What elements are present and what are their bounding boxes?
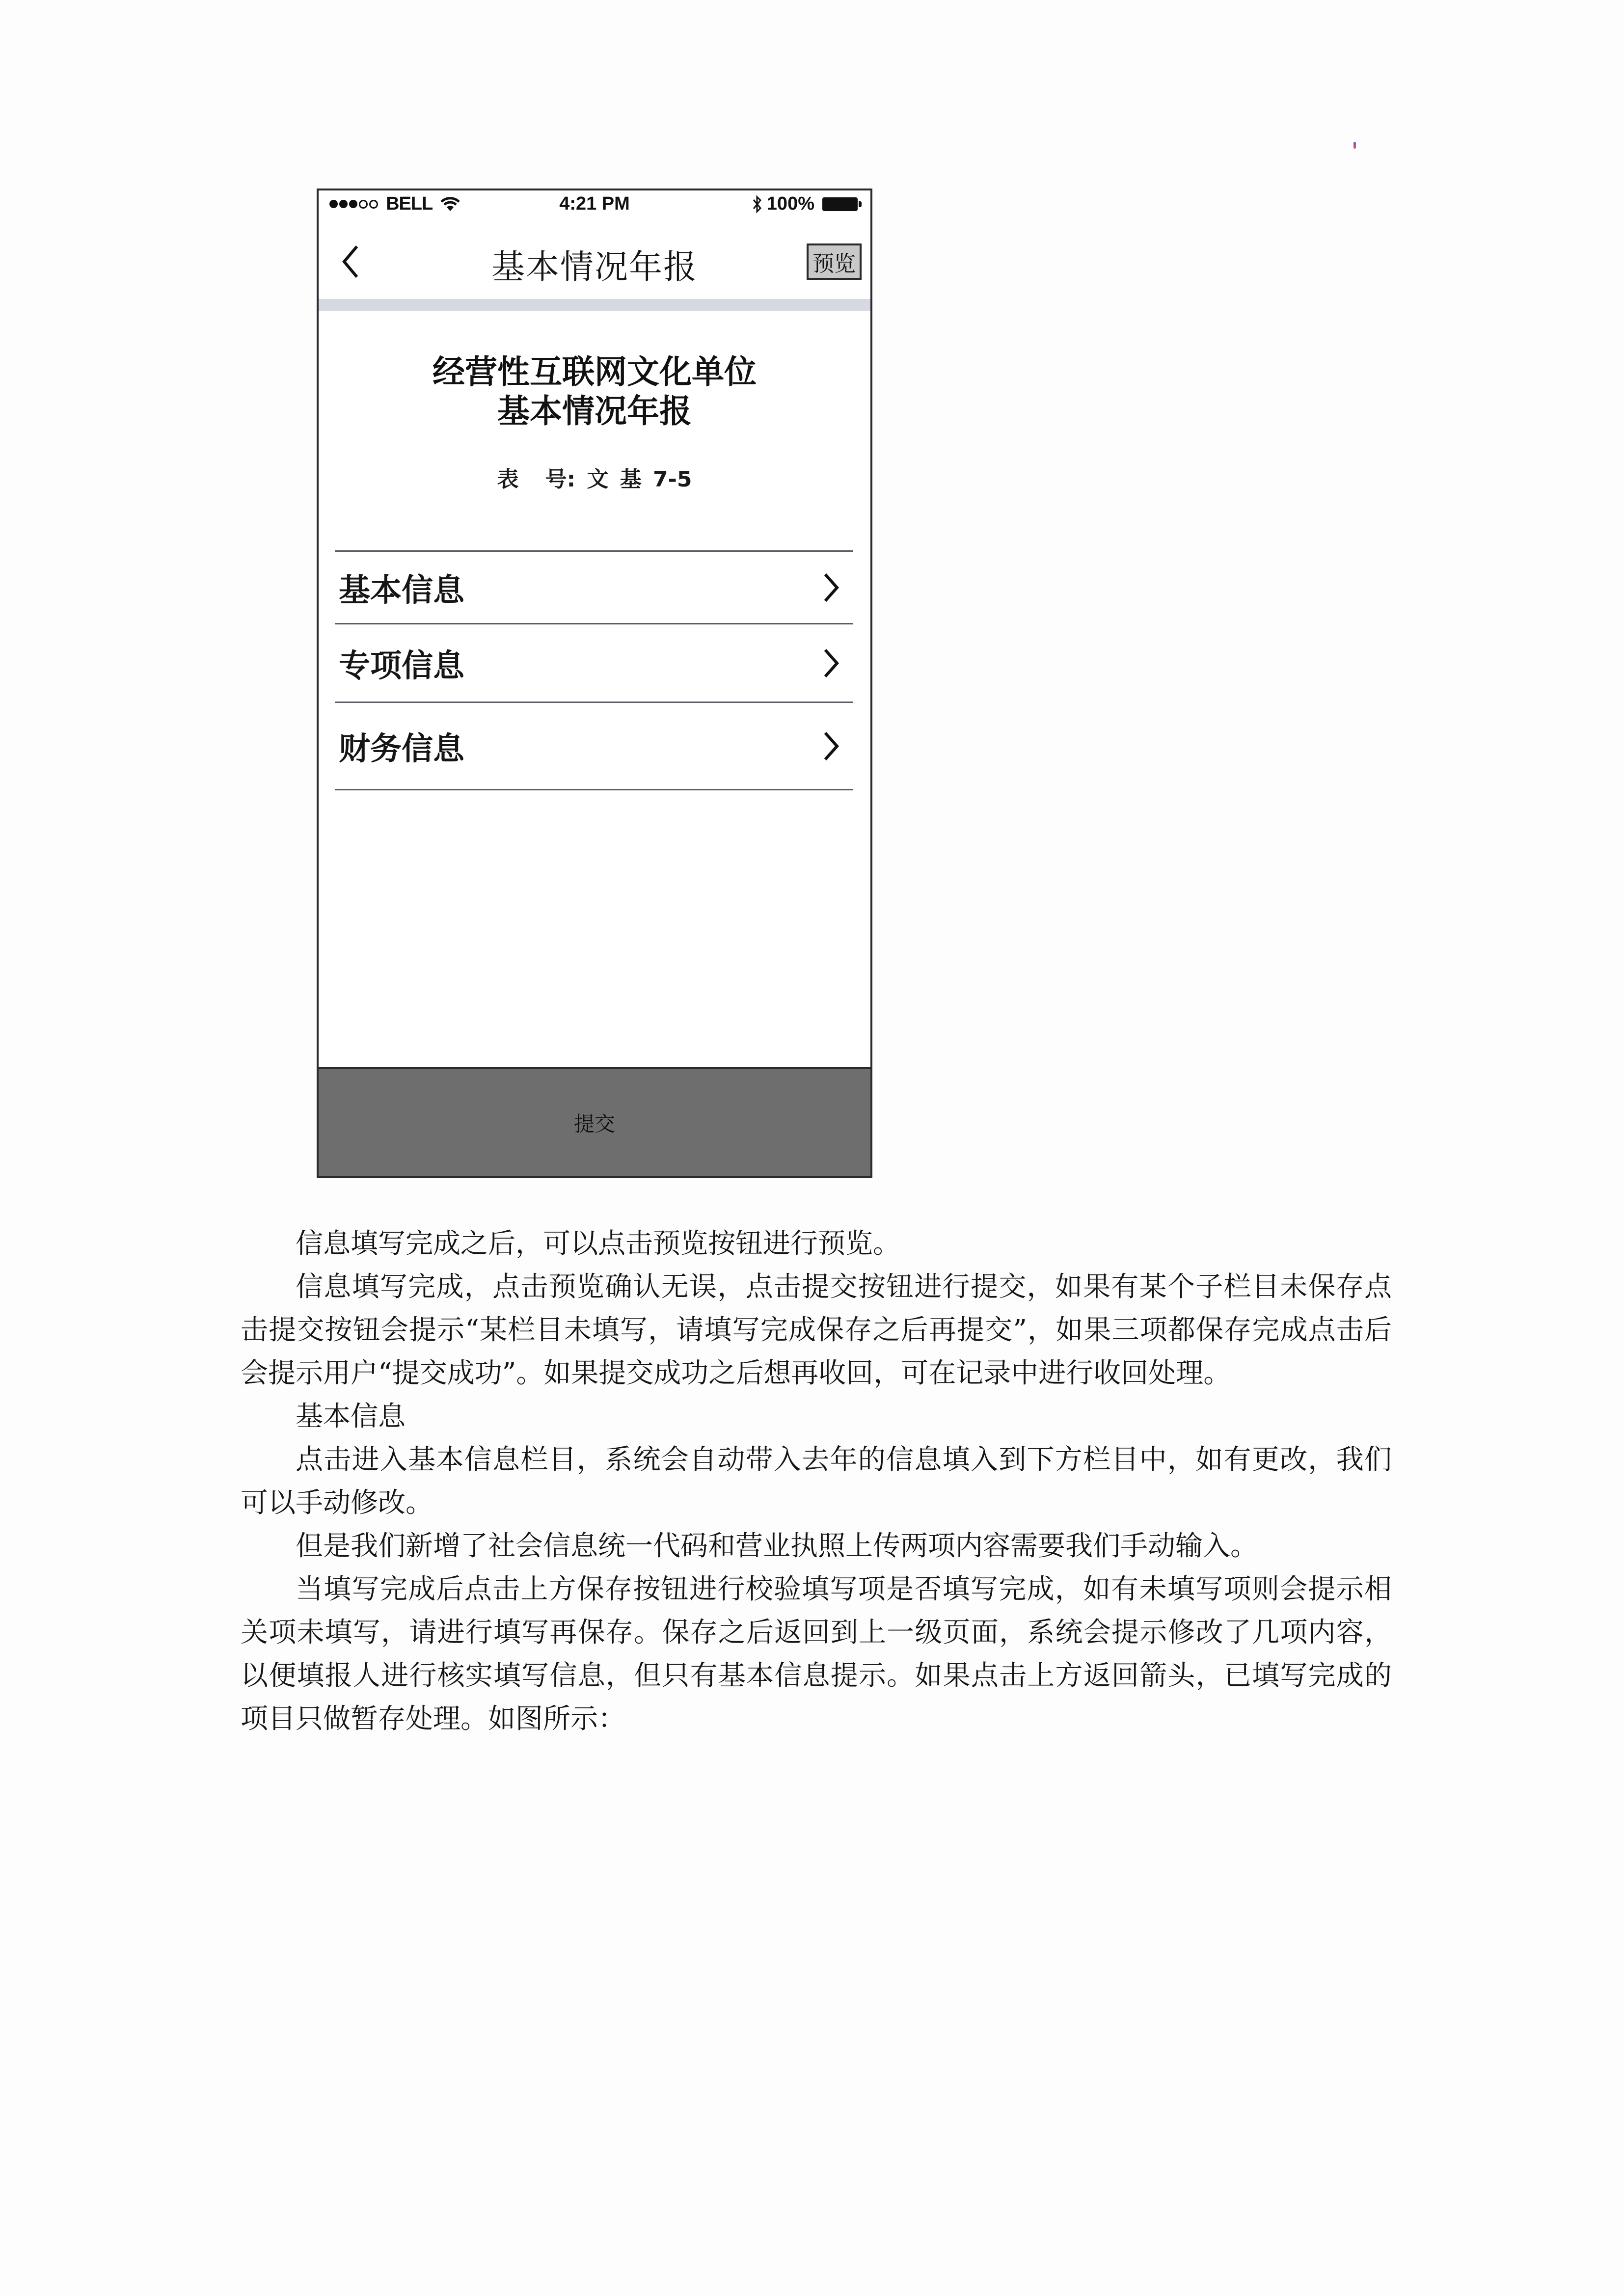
chevron-right-icon <box>823 572 839 603</box>
paragraph: 但是我们新增了社会信息统一代码和营业执照上传两项内容需要我们手动输入。 <box>296 1530 1258 1562</box>
carrier-name: BELL <box>386 193 433 214</box>
form-number <box>319 461 870 493</box>
menu-item-label: 财务信息 <box>339 730 464 767</box>
document-body <box>241 1222 1392 1741</box>
menu-item-label: 专项信息 <box>339 648 464 684</box>
chevron-right-icon <box>823 731 839 761</box>
divider <box>335 789 853 790</box>
menu-item-label: 基本信息 <box>339 572 464 609</box>
form-number-label-2: 号: <box>545 467 576 492</box>
status-bar-right <box>752 193 858 215</box>
section-menu <box>335 550 853 790</box>
menu-item-special-info[interactable] <box>335 624 853 702</box>
status-time: 4:21 PM <box>559 193 630 214</box>
bluetooth-icon <box>752 195 762 214</box>
submit-button[interactable]: 提交 <box>319 1067 870 1176</box>
status-bar <box>319 190 870 217</box>
chevron-right-icon <box>823 648 839 678</box>
nav-bar <box>319 217 870 299</box>
form-number-label-1: 表 <box>497 467 519 492</box>
battery-icon <box>822 197 858 211</box>
report-title-line-2: 基本情况年报 <box>497 392 692 430</box>
report-title-line-1: 经营性互联网文化单位 <box>433 353 757 391</box>
preview-button[interactable]: 预览 <box>807 243 862 280</box>
nav-title: 基本情况年报 <box>491 248 698 287</box>
menu-item-financial-info[interactable] <box>335 703 853 789</box>
paragraph: 点击进入基本信息栏目，系统会自动带入去年的信息填入到下方栏目中，如有更改，我们可以手动修改。 <box>241 1444 1392 1519</box>
menu-item-basic-info[interactable] <box>335 552 853 623</box>
phone-screenshot <box>317 189 872 1178</box>
report-header <box>319 352 870 493</box>
form-number-value: 文 基 7-5 <box>587 467 692 492</box>
battery-percent: 100% <box>766 193 814 214</box>
nav-separator <box>319 299 870 311</box>
paragraph: 当填写完成后点击上方保存按钮进行校验填写项是否填写完成，如有未填写项则会提示相关项未填写，请进行填写再保存。保存之后返回到上一级页面，系统会提示修改了几项内容，以便填报人进行核实填写信息，但只有基本信息提示。如果点击上方返回箭头，已填写完成的项目只做暂存处理。如图所示： <box>241 1573 1392 1735</box>
section-heading: 基本信息 <box>296 1401 406 1432</box>
paragraph: 信息填写完成之后，可以点击预览按钮进行预览。 <box>296 1228 900 1260</box>
scan-speck <box>1353 142 1356 149</box>
paragraph: 信息填写完成，点击预览确认无误，点击提交按钮进行提交，如果有某个子栏目未保存点击提交按钮会提示“某栏目未填写，请填写完成保存之后再提交”，如果三项都保存完成点击后会提示用户“提交成功”。如果提交成功之后想再收回，可在记录中进行收回处理。 <box>241 1271 1392 1389</box>
